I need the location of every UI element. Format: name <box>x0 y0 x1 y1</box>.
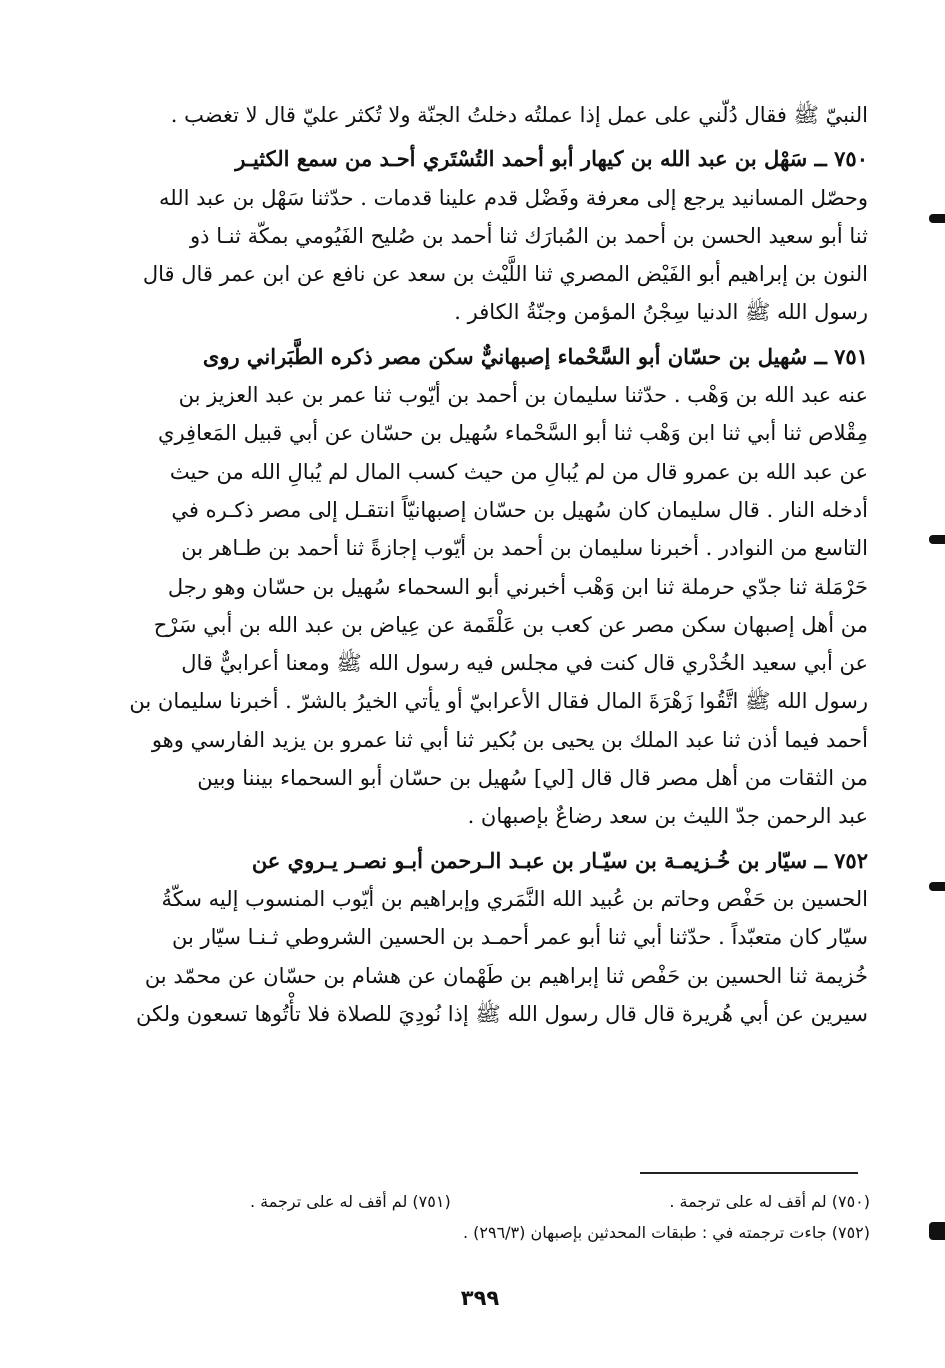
entry-heading-line: ٧٥١ ــ سُهيل بن حسّان أبو السَّحْماء إصبهانيٌّ سكن مصر ذكره الطَّبَراني روى <box>202 343 868 369</box>
text-line: وحصّل المسانيد يرجع إلى معرفة وفَضْل قدم علينا قدمات . حدّثنا سَهْل بن عبد الله <box>159 185 868 210</box>
page-edge-mark <box>929 1222 945 1240</box>
footnotes <box>250 1186 870 1248</box>
footnote-752: (٧٥٢) جاءت ترجمته في : طبقات المحدثين بإصبهان (٢٩٦/٣) . <box>462 1223 870 1242</box>
text-line: الحسين بن حَفْص وحاتم بن عُبيد الله النَّمَري وإبراهيم بن أيّوب المنسوب إليه سكّةُ <box>161 886 868 911</box>
footnote-row <box>250 1186 870 1217</box>
text-line: عن عبد الله بن عمرو قال من لم يُبالِ من حيث كسب المال لم يُبالِ الله من حيث <box>169 459 868 484</box>
entry-752 <box>110 842 868 1033</box>
text-line: حَرْمَلة ثنا جدّي حرملة ثنا ابن وَهْب أخبرني أبو السحماء سُهيل بن حسّان وهو رجل <box>167 574 868 599</box>
text-line: عنه عبد الله بن وَهْب . حدّثنا سليمان بن أحمد بن أيّوب ثنا عمر بن عبد العزيز بن <box>178 383 868 408</box>
text-line: ثنا أبو سعيد الحسن بن أحمد بن المُبارَك ثنا أحمد بن صُليح الفَيُومي بمكّة ثنـا ذو <box>190 223 868 248</box>
entry-heading-line: ٧٥٢ ــ سيّار بن خُـزيمـة بن سيّـار بن عبـد الـرحمن أبـو نصـر يـروي عن <box>251 847 868 873</box>
footnote-750: (٧٥٠) لم أقف له على ترجمة . <box>669 1192 870 1211</box>
text-line: أدخله النار . قال سليمان كان سُهيل بن حسّان إصبهانيّاً انتقـل إلى مصر ذكـره في <box>171 497 868 522</box>
entry-751 <box>110 338 868 836</box>
text-line: من أهل إصبهان سكن مصر عن كعب بن عَلْقَمة عن عِياض بن عبد الله بن أبي سَرْح <box>153 612 868 637</box>
text-line: النون بن إبراهيم أبو الفَيْض المصري ثنا اللَّيْث بن سعد عن نافع عن ابن عمر قال قال <box>142 262 868 287</box>
text-line: سيرين عن أبي هُريرة قال قال رسول الله ﷺ إذا نُودِيَ للصلاة فلا تأْتُوها تسعون ولكن <box>136 1001 868 1026</box>
entry-750 <box>110 140 868 331</box>
text-line: خُزيمة ثنا الحسين بن حَفْص ثنا إبراهيم بن طَهْمان عن هشام بن حسّان عن محمّد بن <box>144 963 868 988</box>
text-line: رسول الله ﷺ اتَّقُوا زَهْرَةَ المال فقال الأعرابيّ أو يأتي الخيرُ بالشرّ . أخبرنا سليمان بن <box>129 689 868 714</box>
page-body <box>110 96 868 1033</box>
footnote-751: (٧٥١) لم أقف له على ترجمة . <box>250 1192 451 1211</box>
text-line: التاسع من النوادر . أخبرنا سليمان بن أحمد بن أيّوب إجازةً ثنا أحمد بن طـاهر بن <box>181 536 868 561</box>
page-edge-mark <box>929 882 945 891</box>
text-line: من الثقات من أهل مصر قال قال [لي] سُهيل بن حسّان أبو السحماء بيننا وبين <box>197 766 868 791</box>
text-line: مِقْلاص ثنا أبي ثنا ابن وَهْب ثنا أبو السَّحْماء سُهيل بن حسّان عن أبي قبيل المَعافِري <box>158 421 868 446</box>
page-edge-mark <box>929 214 945 223</box>
text-line: عن أبي سعيد الخُدْري قال كنت في مجلس فيه رسول الله ﷺ ومعنا أعرابيٌّ قال <box>181 651 868 676</box>
text-line: رسول الله ﷺ الدنيا سِجْنُ المؤمن وجنّةُ الكافر . <box>454 300 868 325</box>
page-edge-mark <box>929 535 945 544</box>
text-line: سيّار كان متعبّداً . حدّثنا أبي ثنا أبو عمر أحمـد بن الحسين الشروطي ثـنـا سيّار بن <box>171 925 868 950</box>
footnote-divider <box>640 1172 858 1174</box>
text-line: النبيّ ﷺ فقال دُلّني على عمل إذا عملتُه دخلتُ الجنّة ولا تُكثر عليّ قال لا تغضب . <box>170 103 868 127</box>
entry-heading-line: ٧٥٠ ــ سَهْل بن عبد الله بن كيهار أبو أحمد التُسْتَري أحـد من سمع الكثيـر <box>235 146 868 172</box>
text-line: عبد الرحمن جدّ الليث بن سعد رضاعٌ بإصبهان . <box>467 804 868 829</box>
text-line: أحمد فيما أذن ثنا عبد الملك بن يحيى بن بُكير ثنا أبي ثنا عمرو بن يزيد الفارسي وهو <box>151 727 868 752</box>
page-number: ٣٩٩ <box>460 1286 500 1310</box>
